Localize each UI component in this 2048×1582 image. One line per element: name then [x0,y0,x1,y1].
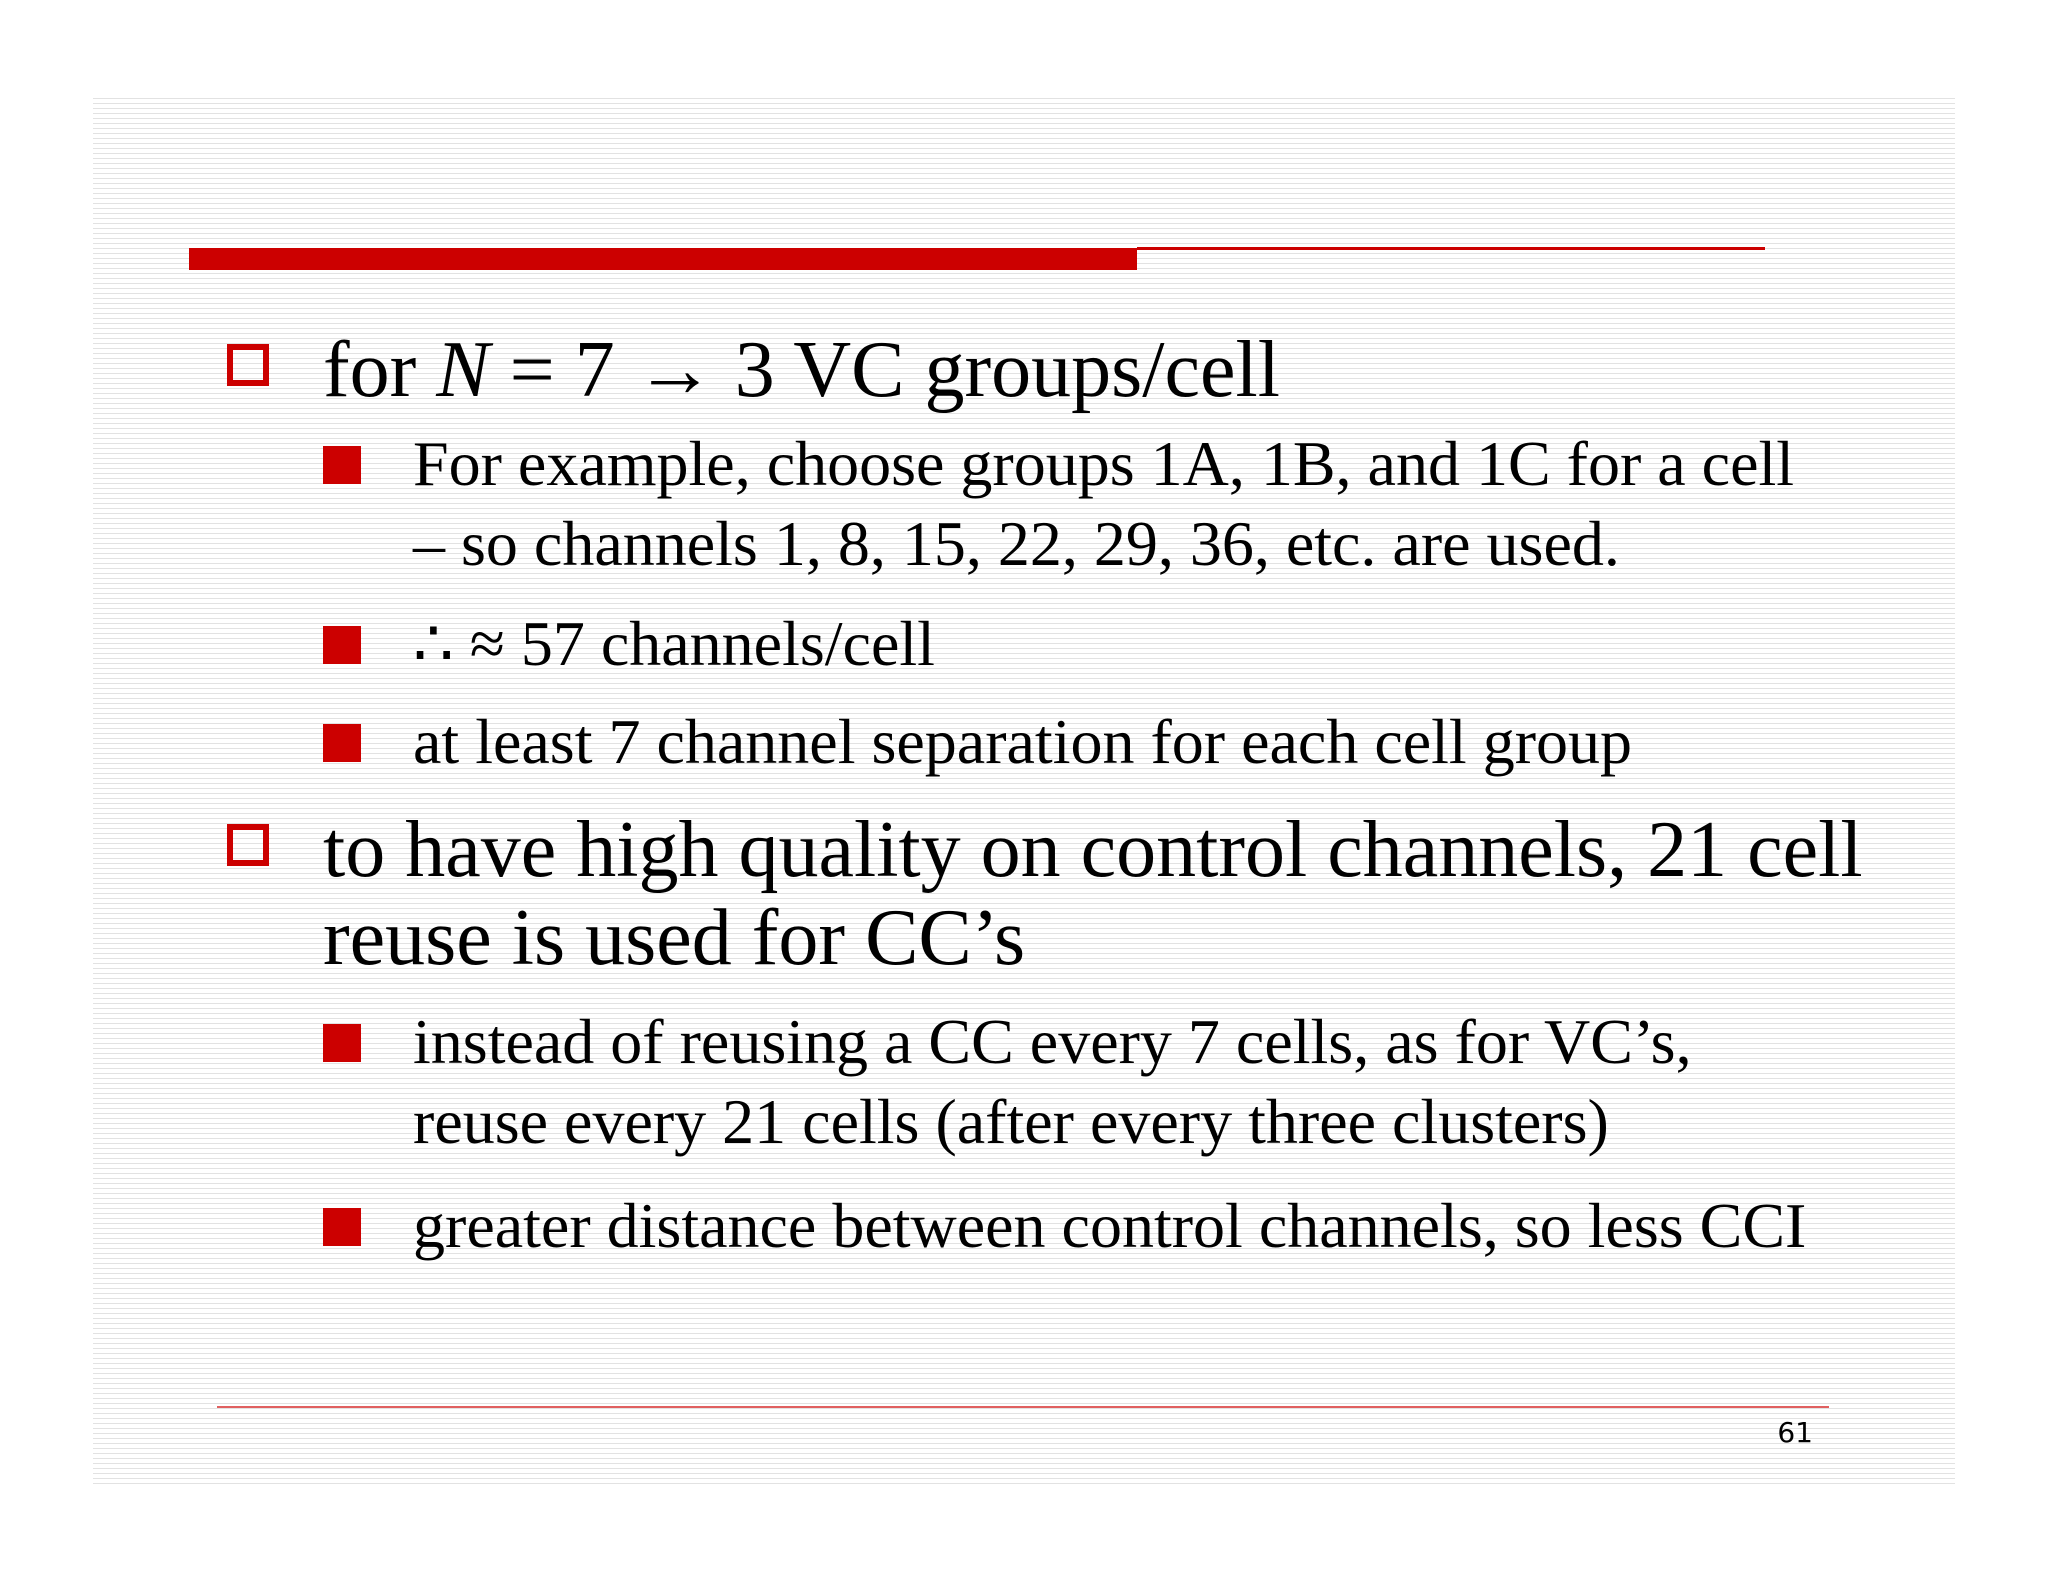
bullet-1-text-before: for [323,326,437,414]
sub-bullet-1-1 [413,424,1833,584]
sub-bullet-2-2-text: greater distance between control channels, so less CCI [413,1190,1807,1261]
bullet-1 [323,326,1883,414]
bullet-1-variable-n: N [436,326,490,414]
filled-square-bullet-icon [323,626,361,664]
filled-square-bullet-icon [323,1208,361,1246]
sub-bullet-2-1-text: instead of reusing a CC every 7 cells, as for VC’s, reuse every 21 cells (after every three clusters) [413,1006,1692,1157]
bullet-2-text: to have high quality on control channels, 21 cell reuse is used for CC’s [323,806,1863,982]
filled-square-bullet-icon [323,1024,361,1062]
sub-bullet-1-3 [413,702,1833,782]
sub-bullet-2-1 [413,1002,1833,1162]
hollow-square-bullet-icon [227,344,269,386]
hollow-square-bullet-icon [227,824,269,866]
sub-bullet-1-3-text: at least 7 channel separation for each cell group [413,706,1632,777]
sub-bullet-1-2-text: ∴ ≈ 57 channels/cell [413,608,935,679]
sub-bullet-1-1-text: For example, choose groups 1A, 1B, and 1C for a cell – so channels 1, 8, 15, 22, 29, 36, etc. are used. [413,428,1795,579]
filled-square-bullet-icon [323,446,361,484]
filled-square-bullet-icon [323,724,361,762]
sub-bullet-2-2 [413,1186,1833,1266]
sub-bullet-1-2 [413,604,1833,684]
footer-line [217,1406,1829,1408]
slide-content [93,98,1955,1486]
page-number: 61 [1777,1416,1813,1449]
slide [93,98,1955,1486]
bullet-1-text-after: = 7 → 3 VC groups/cell [489,326,1280,414]
bullet-2 [323,806,1883,982]
